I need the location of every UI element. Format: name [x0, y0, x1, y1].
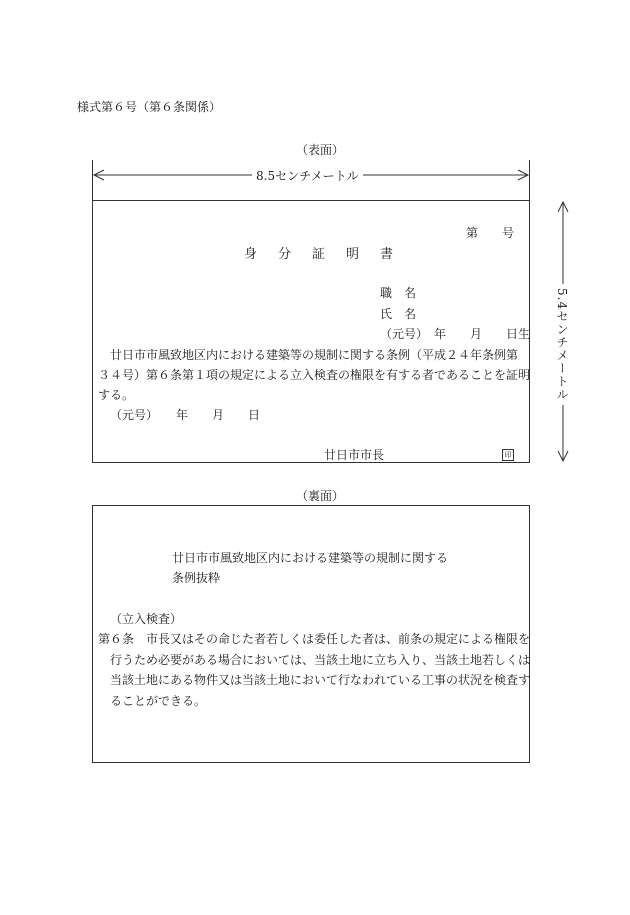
article-text-line: 当該土地にある物件又は当該土地において行なわれている工事の状況を検査す — [98, 673, 531, 687]
issue-date-label: （元号） 年 月 日 — [110, 408, 261, 422]
certification-text-line: する。 — [98, 388, 135, 402]
article-text-line: 行うため必要がある場合においては、当該土地に立ち入り、当該土地若しくは — [98, 653, 531, 667]
certificate-number-label: 第 号 — [466, 226, 515, 240]
title-char: 分 — [278, 247, 292, 262]
position-label: 職 名 — [380, 286, 417, 300]
certification-text-line: 廿日市市風致地区内における建築等の規制に関する条例（平成２４年条例第 — [98, 348, 519, 362]
back-side-label: （裏面） — [296, 489, 345, 503]
certificate-title — [244, 243, 414, 262]
article-text-line: ることができる。 — [98, 694, 207, 708]
birthdate-label: （元号） 年 月 日生 — [380, 327, 531, 341]
title-char: 書 — [380, 247, 394, 262]
width-dimension-label: 8.5センチメートル — [252, 167, 363, 184]
name-label: 氏 名 — [380, 307, 417, 321]
title-char: 身 — [244, 247, 258, 262]
ordinance-heading-line: 条例抜粋 — [172, 571, 221, 585]
ordinance-heading-line: 廿日市市風致地区内における建築等の規制に関する — [172, 551, 449, 565]
seal-mark: 印 — [502, 449, 514, 461]
form-number-label: 様式第６号（第６条関係） — [77, 100, 222, 114]
front-side-label: （表面） — [296, 143, 345, 157]
height-dimension-label: 5.4センチメートル — [554, 284, 571, 405]
certification-text-line: ３４号）第６条第１項の規定による立入検査の権限を有する者であることを証明 — [98, 368, 531, 382]
article-text-line: 第６条 市長又はその命じた者若しくは委任した者は、前条の規定による権限を — [98, 632, 531, 646]
title-char: 明 — [346, 247, 360, 262]
section-label: （立入検査） — [110, 612, 183, 626]
issuer-label: 廿日市市長 — [324, 448, 385, 462]
title-char: 証 — [312, 247, 326, 262]
